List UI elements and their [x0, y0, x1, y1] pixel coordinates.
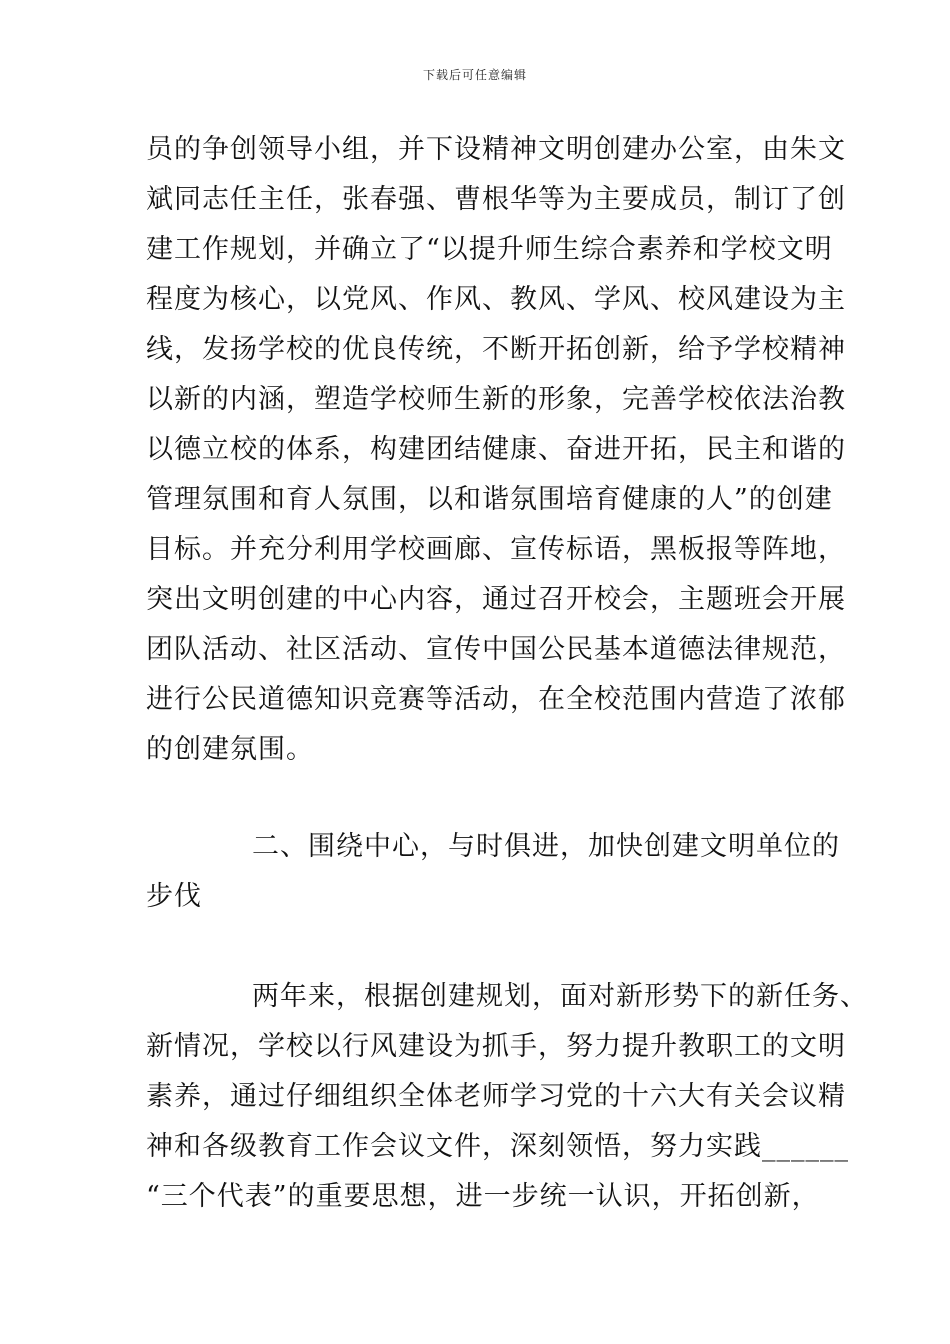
- text-line: 以德立校的体系，构建团结健康、奋进开拓，民主和谐的: [146, 434, 846, 465]
- text-line: 突出文明创建的中心内容，通过召开校会，主题班会开展: [146, 584, 846, 615]
- text-line: 建工作规划，并确立了“以提升师生综合素养和学校文明: [146, 234, 833, 265]
- text-line: 管理氛围和育人氛围，以和谐氛围培育健康的人”的创建: [146, 484, 833, 515]
- text-line: 团队活动、社区活动、宣传中国公民基本道德法律规范，: [146, 634, 846, 665]
- text-line: 新情况，学校以行风建设为抓手，努力提升教职工的文明: [146, 1031, 846, 1062]
- text-line: 神和各级教育工作会议文件，深刻领悟，努力实践______: [146, 1131, 849, 1162]
- text-line: 程度为核心，以党风、作风、教风、学风、校风建设为主: [146, 284, 846, 315]
- text-line: 的创建氛围。: [146, 734, 314, 765]
- text-line: 以新的内涵，塑造学校师生新的形象，完善学校依法治教: [146, 384, 846, 415]
- text-line: 进行公民道德知识竞赛等活动，在全校范围内营造了浓郁: [146, 684, 846, 715]
- section-heading: [146, 822, 840, 922]
- heading-line: 二、围绕中心，与时俱进，加快创建文明单位的: [252, 831, 840, 862]
- text-line: 员的争创领导小组，并下设精神文明创建办公室，由朱文: [146, 134, 846, 165]
- text-line: 斌同志任主任，张春强、曹根华等为主要成员，制订了创: [146, 184, 846, 215]
- text-line: 两年来，根据创建规划，面对新形势下的新任务、: [252, 981, 868, 1012]
- text-line: 目标。并充分利用学校画廊、宣传标语，黑板报等阵地，: [146, 534, 846, 565]
- text-line: 素养，通过仔细组织全体老师学习党的十六大有关会议精: [146, 1081, 846, 1112]
- paragraph-1: [146, 125, 846, 775]
- text-line: 线，发扬学校的优良传统，不断开拓创新，给予学校精神: [146, 334, 846, 365]
- heading-line: 步伐: [146, 881, 202, 912]
- page-header: 下载后可任意编辑: [422, 68, 527, 82]
- text-line: “三个代表”的重要思想，进一步统一认识，开拓创新，: [146, 1181, 820, 1212]
- paragraph-2: [146, 972, 868, 1222]
